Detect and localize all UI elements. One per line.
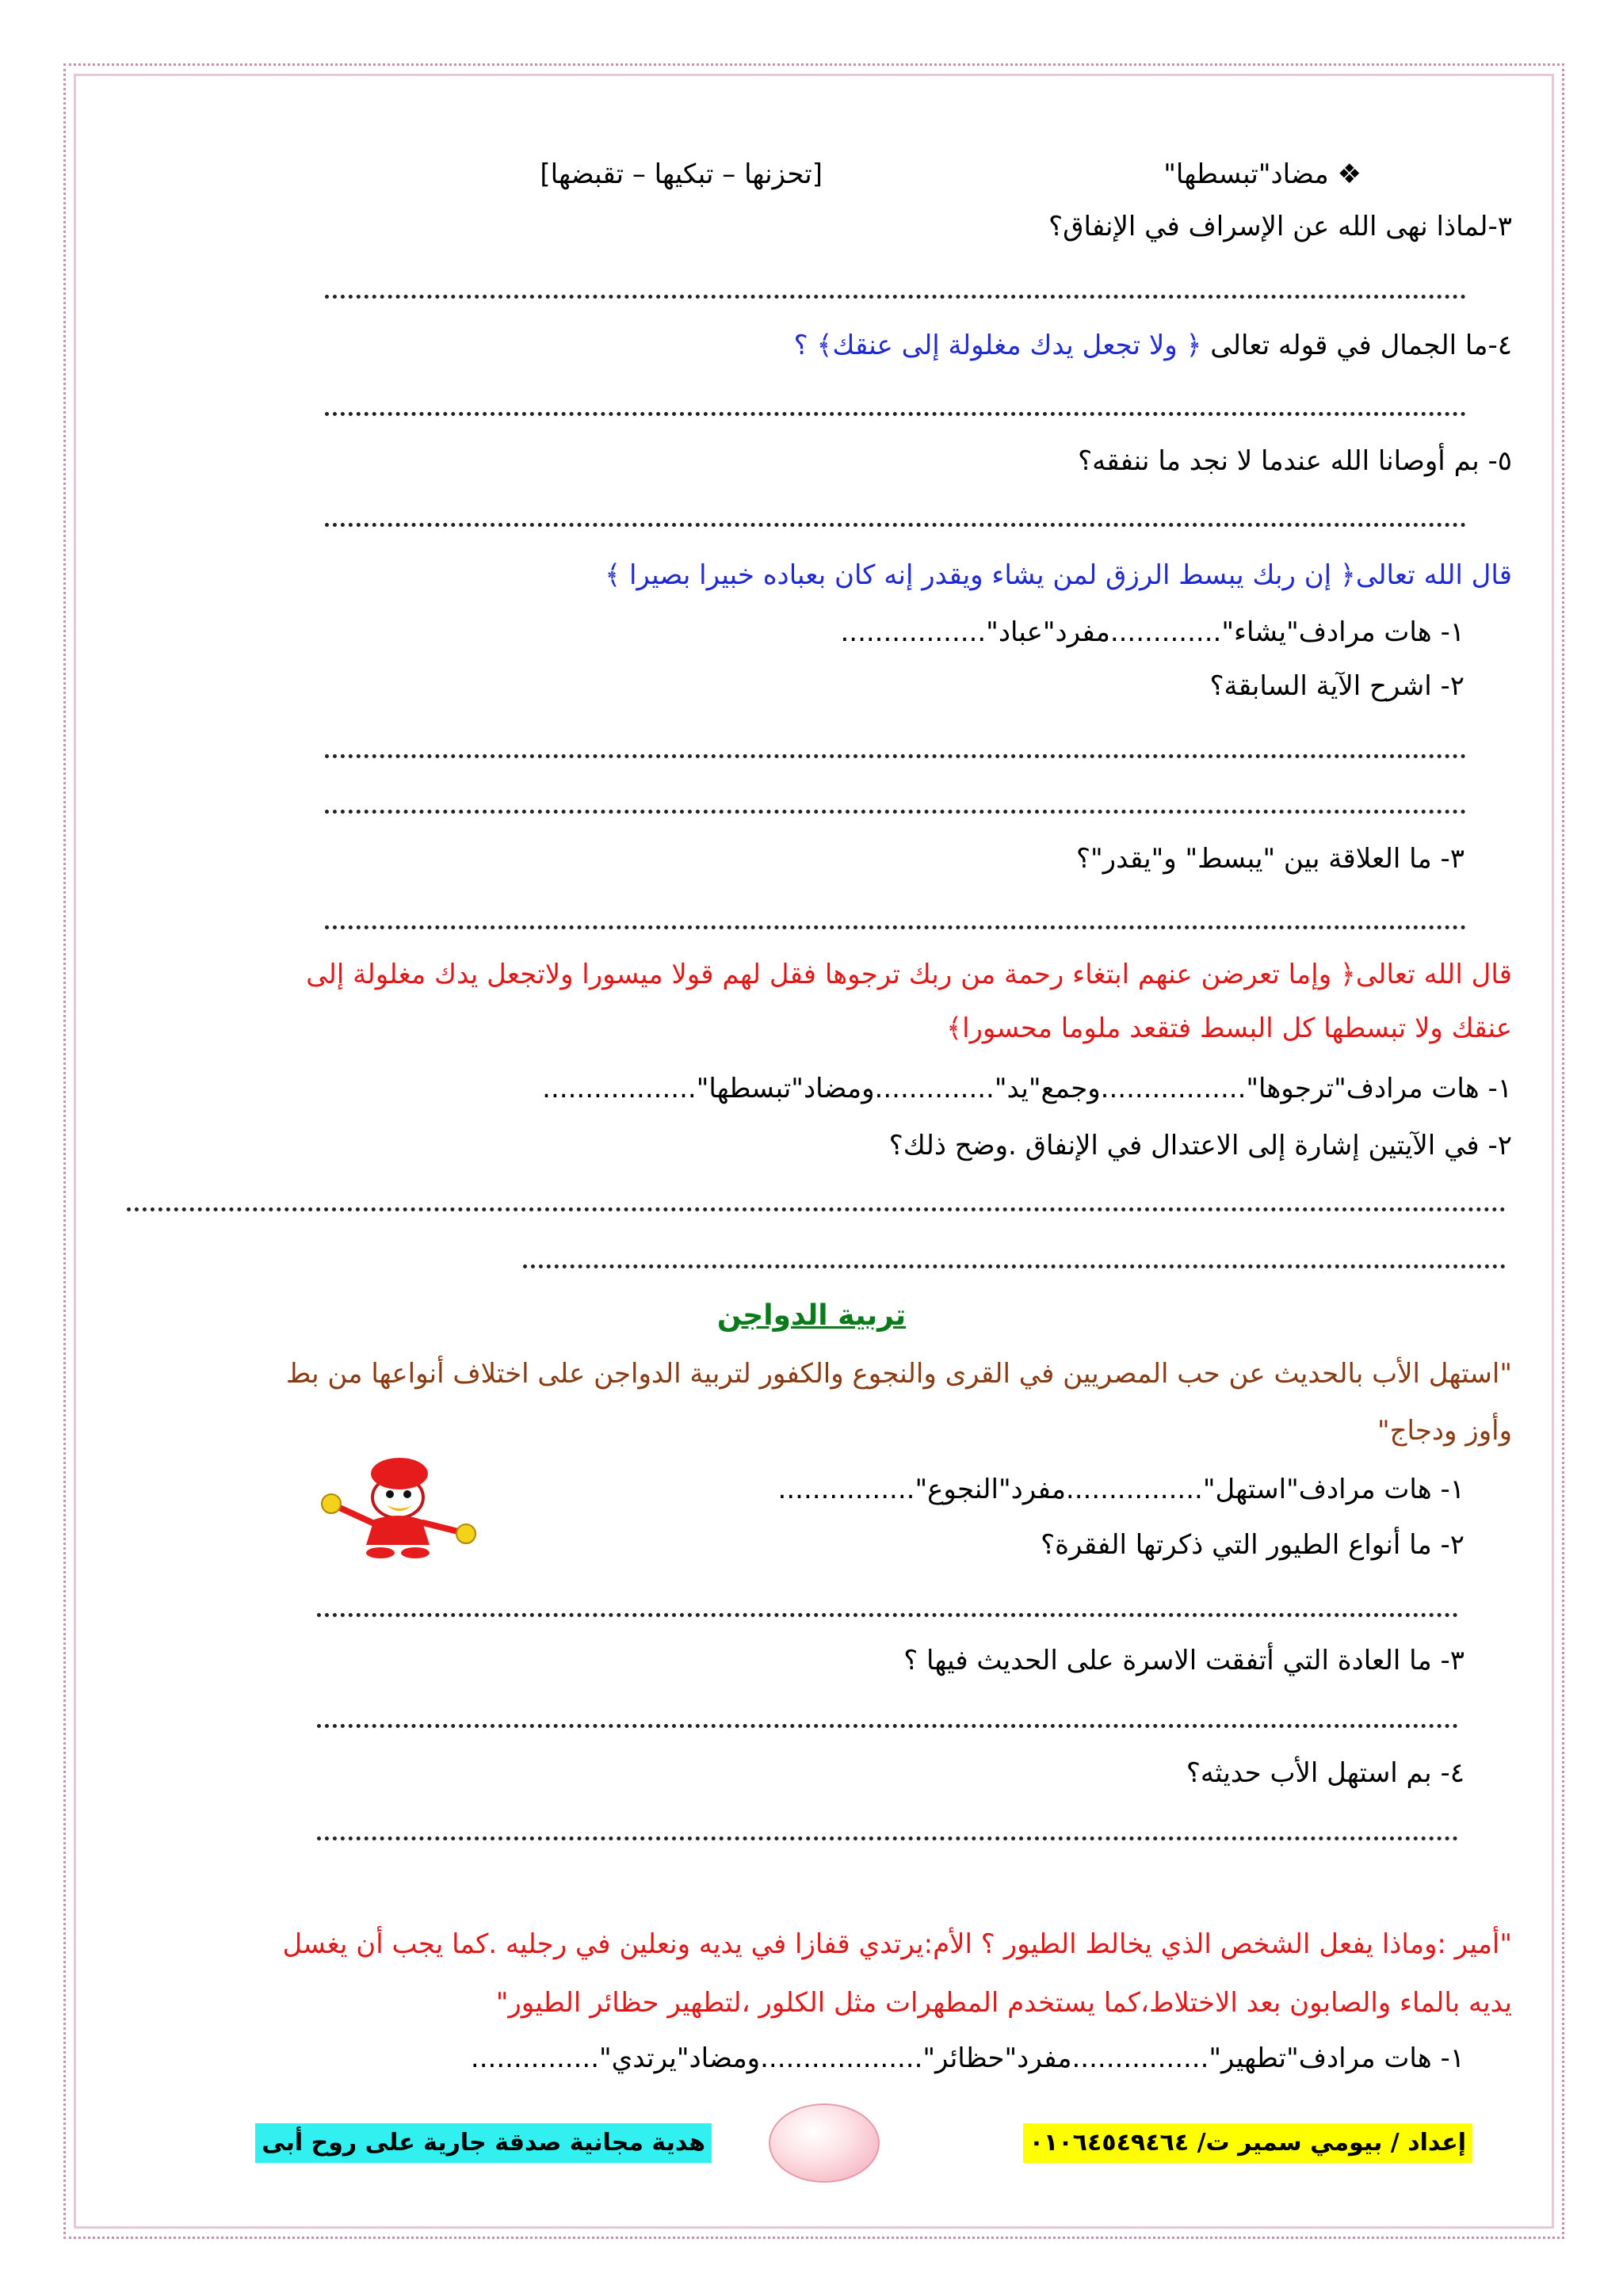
question-4-text: ٤-ما الجمال في قوله تعالى (1210, 330, 1512, 361)
answer-line (325, 925, 1466, 929)
verse-1: قال الله تعالى﴿ إن ربك يبسط الرزق لمن يشاء ويقدر إنه كان بعباده خبيرا بصيرا ﴾ (605, 559, 1512, 591)
question-5: ٥- بم أوصانا الله عندما لا نجد ما ننفقه؟ (1078, 445, 1512, 477)
question-4 (794, 326, 1512, 364)
verse-2-line-2: عنقك ولا تبسطها كل البسط فتقعد ملوما محسورا﴾ (946, 1013, 1512, 1044)
verse-2-question-1: ١- هات مرادف"ترجوها".................وجمع"يد"..............ومضاد"تبسطها".................. (542, 1073, 1512, 1104)
gift-note: هدية مجانية صدقة جارية على روح أبى (255, 2123, 712, 2163)
answer-line (523, 1264, 1506, 1268)
cartoon-duck-icon (311, 1450, 485, 1561)
poultry-paragraph-line-1: "استهل الأب بالحديث عن حب المصريين في القرى والنجوع والكفور لتربية الدواجن على اختلاف أنواعها من بط (285, 1358, 1512, 1390)
verse-1-question-1: ١- هات مرادف"يشاء".............مفرد"عباد"................. (840, 616, 1465, 648)
poultry-question-2: ٢- ما أنواع الطيور التي ذكرتها الفقرة؟ (1041, 1529, 1465, 1561)
poultry-question-3: ٣- ما العادة التي أتفقت الاسرة على الحديث فيها ؟ (903, 1645, 1465, 1676)
verse-1-question-2: ٢- اشرح الآية السابقة؟ (1209, 670, 1465, 702)
answer-line (325, 523, 1466, 527)
decorative-oval (769, 2103, 880, 2183)
poultry-question-1: ١- هات مرادف"استهل"................مفرد"النجوع"................ (777, 1474, 1465, 1505)
antonym-options: [تحزنها – تبكيها – تقبضها] (540, 158, 823, 190)
poultry-paragraph-line-2: وأوز ودجاج" (1377, 1415, 1512, 1447)
verse-1-question-3: ٣- ما العلاقة بين "يبسط" و"يقدر"؟ (1076, 843, 1465, 875)
verse-2-question-2: ٢- في الآيتين إشارة إلى الاعتدال في الإنفاق .وضح ذلك؟ (888, 1130, 1512, 1161)
antonym-label: ❖ مضاد"تبسطها" (1163, 158, 1361, 190)
question-4-verse: ﴿ ولا تجعل يدك مغلولة إلى عنقك﴾ ؟ (793, 330, 1202, 361)
section-title: تربية الدواجن (716, 1299, 907, 1332)
dialogue-question-1: ١- هات مرادف"تطهير"................مفرد"حظائر"...................ومضاد"يرتدي"............... (470, 2042, 1465, 2074)
dialogue-line-1: "أمير :وماذا يفعل الشخص الذي يخالط الطيور ؟ الأم:يرتدي قفازا في يديه ونعلين في رجليه .كما يجب أن يغسل (282, 1928, 1512, 1960)
answer-line (325, 412, 1466, 416)
answer-line (317, 1836, 1458, 1840)
answer-line (325, 295, 1466, 299)
author-credit: إعداد / بيومي سمير ت/ ٠١٠٦٤٥٤٩٤٦٤ (1023, 2123, 1472, 2163)
question-3: ٣-لماذا نهى الله عن الإسراف في الإنفاق؟ (1048, 211, 1512, 242)
verse-2-line-1: قال الله تعالى﴿ وإما تعرضن عنهم ابتغاء رحمة من ربك ترجوها فقل لهم قولا ميسورا ولاتجعل يدك مغلولة إلى (306, 959, 1512, 990)
answer-line (325, 810, 1466, 814)
answer-line (317, 1613, 1458, 1617)
answer-line (325, 754, 1466, 758)
answer-line (127, 1207, 1506, 1211)
dialogue-line-2: يديه بالماء والصابون بعد الاختلاط،كما يستخدم المطهرات مثل الكلور ،لتطهير حظائر الطيور" (495, 1987, 1512, 2019)
diamond-bullet-icon: ❖ (1337, 158, 1361, 190)
poultry-question-4: ٤- بم استهل الأب حديثه؟ (1186, 1757, 1465, 1789)
answer-line (317, 1724, 1458, 1728)
